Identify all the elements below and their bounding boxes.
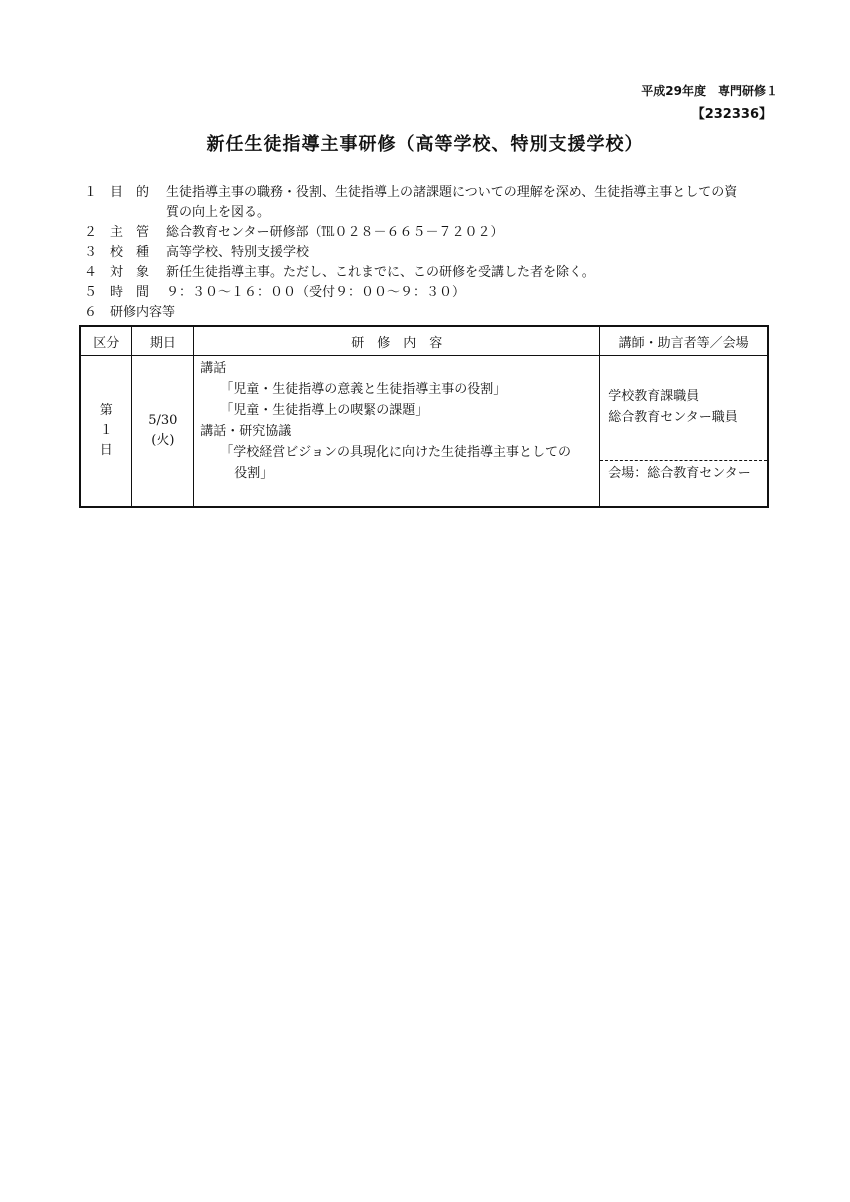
item-value: 生徒指導主事の職務・役割、生徒指導上の諸課題についての理解を深め、生徒指導主事としての資	[166, 185, 738, 200]
item-label: 研修内容等	[110, 305, 176, 320]
col-header-division: 区分	[80, 326, 132, 356]
lecturer: 学校教育課職員	[608, 389, 700, 404]
lecturer-cell	[600, 356, 768, 508]
content-line: 「児童・生徒指導の意義と生徒指導主事の役割」	[220, 382, 507, 397]
item-label: 校 種	[110, 245, 150, 260]
lecturer-list	[600, 356, 767, 460]
item-number: ２	[84, 225, 98, 240]
item-number: ５	[84, 285, 98, 300]
item-value: 高等学校、特別支援学校	[166, 245, 310, 260]
item-number: ６	[84, 305, 98, 320]
item-value-continued: 質の向上を図る。	[166, 205, 271, 220]
content-line: 講話	[200, 361, 227, 376]
item-value: 総合教育センター研修部（℡０２８－６６５－７２０２）	[166, 225, 504, 240]
item-number: ３	[84, 245, 98, 260]
item-label: 時 間	[110, 285, 150, 300]
item-number: １	[84, 185, 98, 200]
item-number: ４	[84, 265, 98, 280]
info-item-purpose	[84, 183, 784, 203]
day-cell: 第 １ 日	[80, 356, 132, 508]
item-label: 目 的	[110, 185, 150, 200]
course-info-list	[84, 183, 784, 323]
info-item-organizer	[84, 223, 784, 243]
table-header-row	[80, 326, 768, 356]
col-header-lecturer: 講師・助言者等／会場	[600, 326, 768, 356]
info-item-time	[84, 283, 784, 303]
col-header-content: 研 修 内 容	[194, 326, 600, 356]
item-label: 主 管	[110, 225, 150, 240]
info-item-target	[84, 263, 784, 283]
course-code: 【232336】	[691, 107, 772, 122]
item-label: 対 象	[110, 265, 150, 280]
content-line: 講話・研究協議	[200, 424, 292, 439]
col-header-date: 期日	[132, 326, 194, 356]
content-cell	[194, 356, 600, 508]
info-item-school-type	[84, 243, 784, 263]
content-line: 「児童・生徒指導上の喫緊の課題」	[220, 403, 429, 418]
venue: 会場：総合教育センター	[600, 460, 767, 487]
info-item-content	[84, 303, 784, 323]
info-item-purpose-cont	[84, 203, 784, 223]
item-value: ９：３０～１６：００（受付９：００～９：３０）	[166, 285, 466, 300]
content-line: 「学校経営ビジョンの具現化に向けた生徒指導主事としての	[220, 445, 571, 460]
page-title: 新任生徒指導主事研修（高等学校、特別支援学校）	[206, 134, 644, 155]
table-row	[80, 356, 768, 508]
date-cell: 5/30 (火)	[132, 356, 194, 508]
content-line: 役割」	[234, 466, 274, 481]
item-value: 新任生徒指導主事。ただし、これまでに、この研修を受講した者を除く。	[166, 265, 595, 280]
header-year-label: 平成29年度 専門研修１	[641, 84, 778, 98]
schedule-table	[79, 325, 769, 508]
lecturer: 総合教育センター職員	[608, 410, 738, 425]
